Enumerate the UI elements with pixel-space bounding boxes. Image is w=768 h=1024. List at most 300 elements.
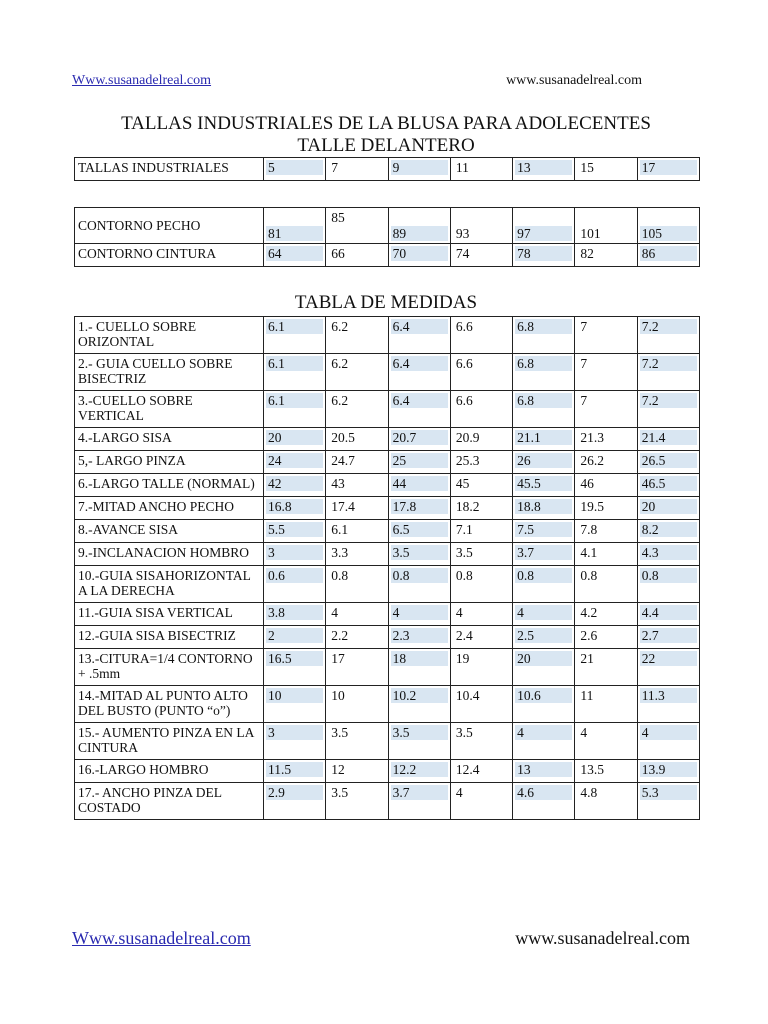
row-label: 16.-LARGO HOMBRO: [75, 760, 264, 783]
value-text: 0.6: [266, 568, 323, 583]
value-text: 24.7: [331, 453, 355, 468]
value-text: 26.2: [580, 453, 605, 468]
value-cell: [450, 391, 512, 428]
value-text: 11: [455, 160, 469, 175]
value-cell: [575, 566, 637, 603]
value-cell: [513, 649, 575, 686]
value-cell: [388, 354, 450, 391]
table-row: [75, 723, 700, 760]
value-cell: [450, 244, 512, 267]
value-text: 6.6: [455, 393, 473, 408]
value-text: 0.8: [580, 568, 598, 583]
value-text: 25.3: [455, 453, 480, 468]
value-cell: [326, 543, 388, 566]
value-cell: [388, 428, 450, 451]
value-text: 16.5: [266, 651, 323, 666]
value-cell: [513, 354, 575, 391]
value-text: 6.4: [391, 319, 448, 334]
value-text: 6.2: [331, 319, 349, 334]
value-text: 4: [640, 725, 697, 740]
value-cell: [326, 354, 388, 391]
row-label: 9.-INCLANACION HOMBRO: [75, 543, 264, 566]
title-line2: TALLE DELANTERO: [297, 135, 475, 156]
value-cell: [326, 783, 388, 820]
value-cell: [450, 451, 512, 474]
value-text: 3.7: [515, 545, 572, 560]
value-cell: [513, 783, 575, 820]
value-cell: [513, 626, 575, 649]
value-cell: [637, 317, 699, 354]
value-text: 3: [266, 545, 323, 560]
table-row: [75, 497, 700, 520]
value-text: 26.5: [640, 453, 697, 468]
table-row: [75, 208, 700, 244]
value-cell: [388, 244, 450, 267]
value-text: 5.3: [640, 785, 697, 800]
value-text: 17: [331, 651, 345, 666]
value-text: 4.2: [580, 605, 598, 620]
value-text: 2.4: [455, 628, 473, 643]
value-text: 7: [580, 356, 588, 371]
value-text: 0.8: [640, 568, 697, 583]
value-text: 3.5: [391, 545, 448, 560]
value-cell: [450, 783, 512, 820]
value-cell: [575, 686, 637, 723]
value-cell: [513, 723, 575, 760]
value-text: 13: [515, 160, 572, 175]
value-cell: [513, 208, 575, 244]
value-cell: [513, 158, 575, 181]
value-text: 6.1: [266, 393, 323, 408]
value-text: 70: [391, 246, 448, 261]
value-cell: [388, 317, 450, 354]
value-cell: [450, 603, 512, 626]
value-cell: [513, 520, 575, 543]
value-text: 6.4: [391, 356, 448, 371]
value-cell: [575, 354, 637, 391]
value-text: 6.1: [266, 356, 323, 371]
value-cell: [388, 543, 450, 566]
value-cell: [264, 760, 326, 783]
value-text: 7: [331, 160, 339, 175]
row-label: 7.-MITAD ANCHO PECHO: [75, 497, 264, 520]
value-text: 9: [391, 160, 448, 175]
value-text: 6.6: [455, 356, 473, 371]
value-text: 3.5: [331, 785, 349, 800]
value-cell: [637, 723, 699, 760]
value-text: 4.8: [580, 785, 598, 800]
value-text: 17: [640, 160, 697, 175]
value-text: 0.8: [455, 568, 473, 583]
value-cell: [326, 244, 388, 267]
value-text: 85: [331, 210, 345, 225]
table-row: [75, 760, 700, 783]
value-cell: [513, 543, 575, 566]
value-text: 13.9: [640, 762, 697, 777]
value-text: 74: [455, 246, 470, 261]
value-text: 2.2: [331, 628, 349, 643]
value-cell: [326, 520, 388, 543]
value-text: 2.7: [640, 628, 697, 643]
table-row: [75, 354, 700, 391]
value-text: 22: [640, 651, 697, 666]
value-cell: [264, 603, 326, 626]
value-text: 7.2: [640, 356, 697, 371]
value-cell: [575, 474, 637, 497]
value-text: 93: [455, 226, 470, 241]
value-text: 25: [391, 453, 448, 468]
value-text: 2.9: [266, 785, 323, 800]
row-label: 13.-CITURA=1/4 CONTORNO + .5mm: [75, 649, 264, 686]
table-row: [75, 543, 700, 566]
sizes-row: [75, 158, 700, 181]
value-cell: [637, 451, 699, 474]
value-text: 4: [455, 785, 463, 800]
value-text: 81: [266, 226, 323, 241]
table-row: [75, 686, 700, 723]
value-cell: [637, 354, 699, 391]
row-label: 3.-CUELLO SOBRE VERTICAL: [75, 391, 264, 428]
value-cell: [575, 497, 637, 520]
row-label: 8.-AVANCE SISA: [75, 520, 264, 543]
value-text: 43: [331, 476, 345, 491]
value-cell: [450, 649, 512, 686]
value-cell: [326, 317, 388, 354]
value-text: 46: [580, 476, 594, 491]
sizes-table: [74, 157, 700, 181]
value-text: 18: [391, 651, 448, 666]
value-text: 4: [580, 725, 588, 740]
value-cell: [264, 317, 326, 354]
value-text: 86: [640, 246, 697, 261]
row-label: 5,- LARGO PINZA: [75, 451, 264, 474]
value-text: 3.5: [391, 725, 448, 740]
value-cell: [388, 626, 450, 649]
title-line1: TALLAS INDUSTRIALES DE LA BLUSA PARA ADOLECENTES: [121, 113, 651, 134]
value-text: 82: [580, 246, 594, 261]
value-text: 5: [266, 160, 323, 175]
sizes-label: TALLAS INDUSTRIALES: [75, 158, 264, 181]
value-cell: [388, 520, 450, 543]
value-text: 2.3: [391, 628, 448, 643]
table-row: [75, 649, 700, 686]
value-cell: [264, 208, 326, 244]
value-cell: [264, 354, 326, 391]
value-cell: [513, 603, 575, 626]
value-text: 21.1: [515, 430, 572, 445]
value-text: 4: [515, 605, 572, 620]
value-text: 7.1: [455, 522, 473, 537]
value-cell: [450, 317, 512, 354]
value-cell: [450, 428, 512, 451]
value-text: 6.5: [391, 522, 448, 537]
value-text: 8.2: [640, 522, 697, 537]
value-cell: [264, 474, 326, 497]
value-cell: [513, 451, 575, 474]
value-cell: [450, 158, 512, 181]
value-text: 12.4: [455, 762, 480, 777]
table-row: [75, 244, 700, 267]
value-text: 3.3: [331, 545, 349, 560]
value-cell: [637, 543, 699, 566]
value-cell: [637, 474, 699, 497]
value-text: 105: [640, 226, 697, 241]
value-text: 11: [580, 688, 594, 703]
value-text: 10.6: [515, 688, 572, 703]
value-cell: [264, 566, 326, 603]
value-text: 4.1: [580, 545, 598, 560]
value-cell: [513, 686, 575, 723]
value-text: 101: [580, 226, 601, 241]
value-text: 6.2: [331, 356, 349, 371]
value-cell: [513, 497, 575, 520]
row-label: 4.-LARGO SISA: [75, 428, 264, 451]
value-cell: [388, 760, 450, 783]
value-cell: [513, 317, 575, 354]
value-cell: [575, 317, 637, 354]
footer-text-right: www.susanadelreal.com: [515, 928, 690, 948]
value-cell: [388, 686, 450, 723]
table-row: [75, 428, 700, 451]
value-cell: [264, 428, 326, 451]
value-text: 19: [455, 651, 470, 666]
value-cell: [388, 783, 450, 820]
value-cell: [513, 391, 575, 428]
value-cell: [388, 723, 450, 760]
value-text: 20.5: [331, 430, 355, 445]
value-text: 3.8: [266, 605, 323, 620]
row-label: 2.- GUIA CUELLO SOBRE BISECTRIZ: [75, 354, 264, 391]
value-cell: [264, 686, 326, 723]
value-cell: [513, 760, 575, 783]
table-row: [75, 626, 700, 649]
value-text: 2: [266, 628, 323, 643]
value-text: 12.2: [391, 762, 448, 777]
value-text: 4.4: [640, 605, 697, 620]
value-text: 78: [515, 246, 572, 261]
value-cell: [326, 723, 388, 760]
measures-table: [74, 316, 700, 820]
value-cell: [388, 208, 450, 244]
value-text: 6.8: [515, 393, 572, 408]
value-cell: [513, 428, 575, 451]
value-cell: [450, 497, 512, 520]
value-text: 6.8: [515, 319, 572, 334]
value-text: 4.6: [515, 785, 572, 800]
value-text: 10.2: [391, 688, 448, 703]
row-label: 15.- AUMENTO PINZA EN LA CINTURA: [75, 723, 264, 760]
value-cell: [637, 520, 699, 543]
page-footer: [72, 928, 700, 949]
value-cell: [575, 603, 637, 626]
value-cell: [637, 391, 699, 428]
value-cell: [637, 566, 699, 603]
value-text: 19.5: [580, 499, 605, 514]
value-cell: [637, 428, 699, 451]
value-cell: [264, 244, 326, 267]
value-cell: [264, 451, 326, 474]
value-cell: [575, 208, 637, 244]
page-header: [72, 73, 700, 89]
value-cell: [326, 158, 388, 181]
value-text: 3.7: [391, 785, 448, 800]
row-label: 6.-LARGO TALLE (NORMAL): [75, 474, 264, 497]
value-cell: [326, 760, 388, 783]
value-text: 6.8: [515, 356, 572, 371]
body-table: [74, 207, 700, 267]
value-text: 3.5: [455, 545, 473, 560]
value-cell: [575, 723, 637, 760]
value-text: 64: [266, 246, 323, 261]
value-cell: [637, 208, 699, 244]
row-label: 14.-MITAD AL PUNTO ALTO DEL BUSTO (PUNTO “o”): [75, 686, 264, 723]
value-cell: [575, 244, 637, 267]
value-text: 11.3: [640, 688, 697, 703]
value-cell: [450, 566, 512, 603]
footer-link-left[interactable]: Www.susanadelreal.com: [72, 928, 251, 948]
value-cell: [575, 626, 637, 649]
value-text: 4.3: [640, 545, 697, 560]
value-cell: [637, 158, 699, 181]
value-text: 97: [515, 226, 572, 241]
header-link-left[interactable]: Www.susanadelreal.com: [72, 73, 212, 88]
value-cell: [513, 244, 575, 267]
value-text: 7.2: [640, 319, 697, 334]
value-text: 20: [515, 651, 572, 666]
value-cell: [388, 451, 450, 474]
table-row: [75, 391, 700, 428]
value-cell: [637, 626, 699, 649]
value-cell: [388, 603, 450, 626]
value-cell: [450, 760, 512, 783]
table-row: [75, 474, 700, 497]
value-text: 26: [515, 453, 572, 468]
value-cell: [637, 649, 699, 686]
table-row: [75, 520, 700, 543]
value-cell: [264, 626, 326, 649]
table-row: [75, 317, 700, 354]
value-cell: [450, 474, 512, 497]
value-text: 20.9: [455, 430, 480, 445]
row-label: 10.-GUIA SISAHORIZONTAL A LA DERECHA: [75, 566, 264, 603]
value-text: 3: [266, 725, 323, 740]
row-label: 17.- ANCHO PINZA DEL COSTADO: [75, 783, 264, 820]
value-cell: [575, 649, 637, 686]
value-text: 7: [580, 393, 588, 408]
value-text: 89: [391, 226, 448, 241]
value-text: 66: [331, 246, 345, 261]
header-text-right: www.susanadelreal.com: [506, 73, 642, 88]
value-cell: [637, 603, 699, 626]
value-cell: [264, 158, 326, 181]
measures-title: TABLA DE MEDIDAS: [294, 292, 478, 313]
row-label: CONTORNO PECHO: [75, 208, 264, 244]
value-text: 45: [455, 476, 470, 491]
value-text: 10: [266, 688, 323, 703]
value-text: 0.8: [515, 568, 572, 583]
value-text: 6.1: [266, 319, 323, 334]
value-cell: [264, 649, 326, 686]
document-title: [72, 113, 700, 157]
value-text: 20: [640, 499, 697, 514]
value-text: 4: [391, 605, 448, 620]
value-text: 4: [331, 605, 339, 620]
value-text: 17.8: [391, 499, 448, 514]
value-cell: [326, 649, 388, 686]
value-cell: [575, 158, 637, 181]
value-text: 3.5: [331, 725, 349, 740]
value-cell: [326, 391, 388, 428]
value-cell: [264, 543, 326, 566]
value-text: 13.5: [580, 762, 605, 777]
value-cell: [326, 497, 388, 520]
value-cell: [388, 497, 450, 520]
value-text: 11.5: [266, 762, 323, 777]
row-label: 12.-GUIA SISA BISECTRIZ: [75, 626, 264, 649]
value-text: 17.4: [331, 499, 355, 514]
value-text: 6.6: [455, 319, 473, 334]
value-text: 7.5: [515, 522, 572, 537]
value-cell: [637, 783, 699, 820]
value-cell: [637, 686, 699, 723]
value-cell: [326, 451, 388, 474]
value-text: 13: [515, 762, 572, 777]
value-cell: [450, 208, 512, 244]
value-cell: [450, 543, 512, 566]
table-row: [75, 783, 700, 820]
value-text: 21.4: [640, 430, 697, 445]
value-cell: [388, 158, 450, 181]
value-text: 6.4: [391, 393, 448, 408]
value-text: 10.4: [455, 688, 480, 703]
value-text: 2.6: [580, 628, 598, 643]
value-cell: [575, 391, 637, 428]
table-row: [75, 603, 700, 626]
value-text: 21.3: [580, 430, 605, 445]
value-cell: [388, 566, 450, 603]
value-cell: [513, 474, 575, 497]
value-cell: [575, 760, 637, 783]
value-cell: [450, 626, 512, 649]
value-cell: [637, 760, 699, 783]
value-text: 18.8: [515, 499, 572, 514]
value-cell: [264, 391, 326, 428]
value-text: 4: [455, 605, 463, 620]
row-label: 11.-GUIA SISA VERTICAL: [75, 603, 264, 626]
value-text: 15: [580, 160, 594, 175]
value-cell: [575, 783, 637, 820]
row-label: 1.- CUELLO SOBRE ORIZONTAL: [75, 317, 264, 354]
value-cell: [326, 208, 388, 244]
value-text: 6.2: [331, 393, 349, 408]
value-text: 44: [391, 476, 448, 491]
row-label: CONTORNO CINTURA: [75, 244, 264, 267]
value-cell: [326, 626, 388, 649]
value-text: 18.2: [455, 499, 480, 514]
value-text: 7.8: [580, 522, 598, 537]
value-cell: [450, 686, 512, 723]
value-cell: [264, 497, 326, 520]
value-cell: [637, 244, 699, 267]
value-text: 12: [331, 762, 345, 777]
value-cell: [326, 603, 388, 626]
value-text: 7: [580, 319, 588, 334]
value-text: 16.8: [266, 499, 323, 514]
value-text: 20: [266, 430, 323, 445]
value-text: 24: [266, 453, 323, 468]
value-text: 10: [331, 688, 345, 703]
value-cell: [637, 497, 699, 520]
